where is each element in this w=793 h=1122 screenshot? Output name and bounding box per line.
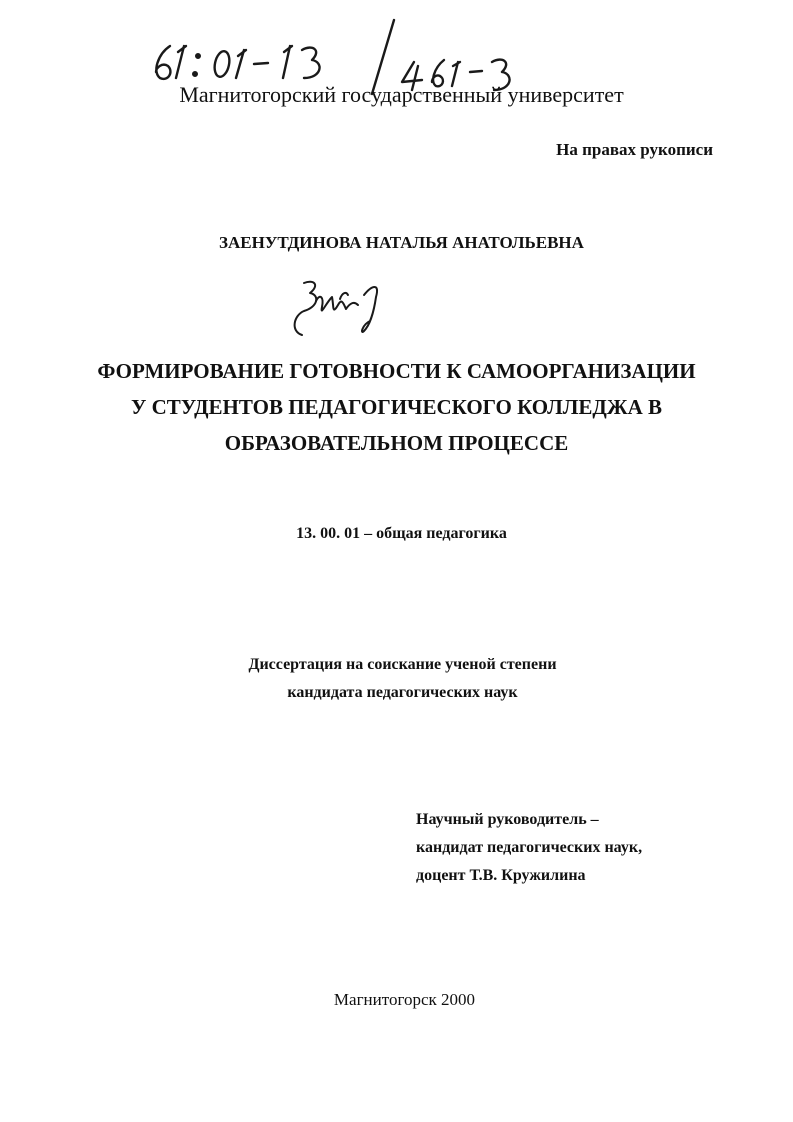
supervisor-line-2: кандидат педагогических наук, — [416, 839, 643, 856]
supervisor-line-3: доцент Т.В. Кружилина — [416, 867, 586, 884]
author-signature — [280, 275, 400, 345]
supervisor-line-1: Научный руководитель – — [416, 811, 599, 828]
degree-line-1: Диссертация на соискание ученой степени — [248, 656, 557, 673]
dissertation-title — [0, 353, 793, 461]
degree-line-2: кандидата педагогических наук — [287, 684, 518, 701]
manuscript-rights-note: На правах рукописи — [556, 140, 713, 159]
title-line-1: ФОРМИРОВАНИЕ ГОТОВНОСТИ К САМООРГАНИЗАЦИИ — [97, 359, 696, 383]
university-name: Магнитогорский государственный университет — [179, 82, 624, 107]
author-name: ЗАЕНУТДИНОВА НАТАЛЬЯ АНАТОЛЬЕВНА — [219, 233, 584, 252]
degree-statement — [0, 651, 793, 707]
city-and-year: Магнитогорск 2000 — [333, 990, 476, 1009]
title-line-2: У СТУДЕНТОВ ПЕДАГОГИЧЕСКОГО КОЛЛЕДЖА В — [130, 395, 663, 419]
specialty-code: 13. 00. 01 – общая педагогика — [296, 525, 507, 542]
supervisor-block — [416, 806, 642, 890]
title-line-3: ОБРАЗОВАТЕЛЬНОМ ПРОЦЕССЕ — [224, 431, 569, 455]
